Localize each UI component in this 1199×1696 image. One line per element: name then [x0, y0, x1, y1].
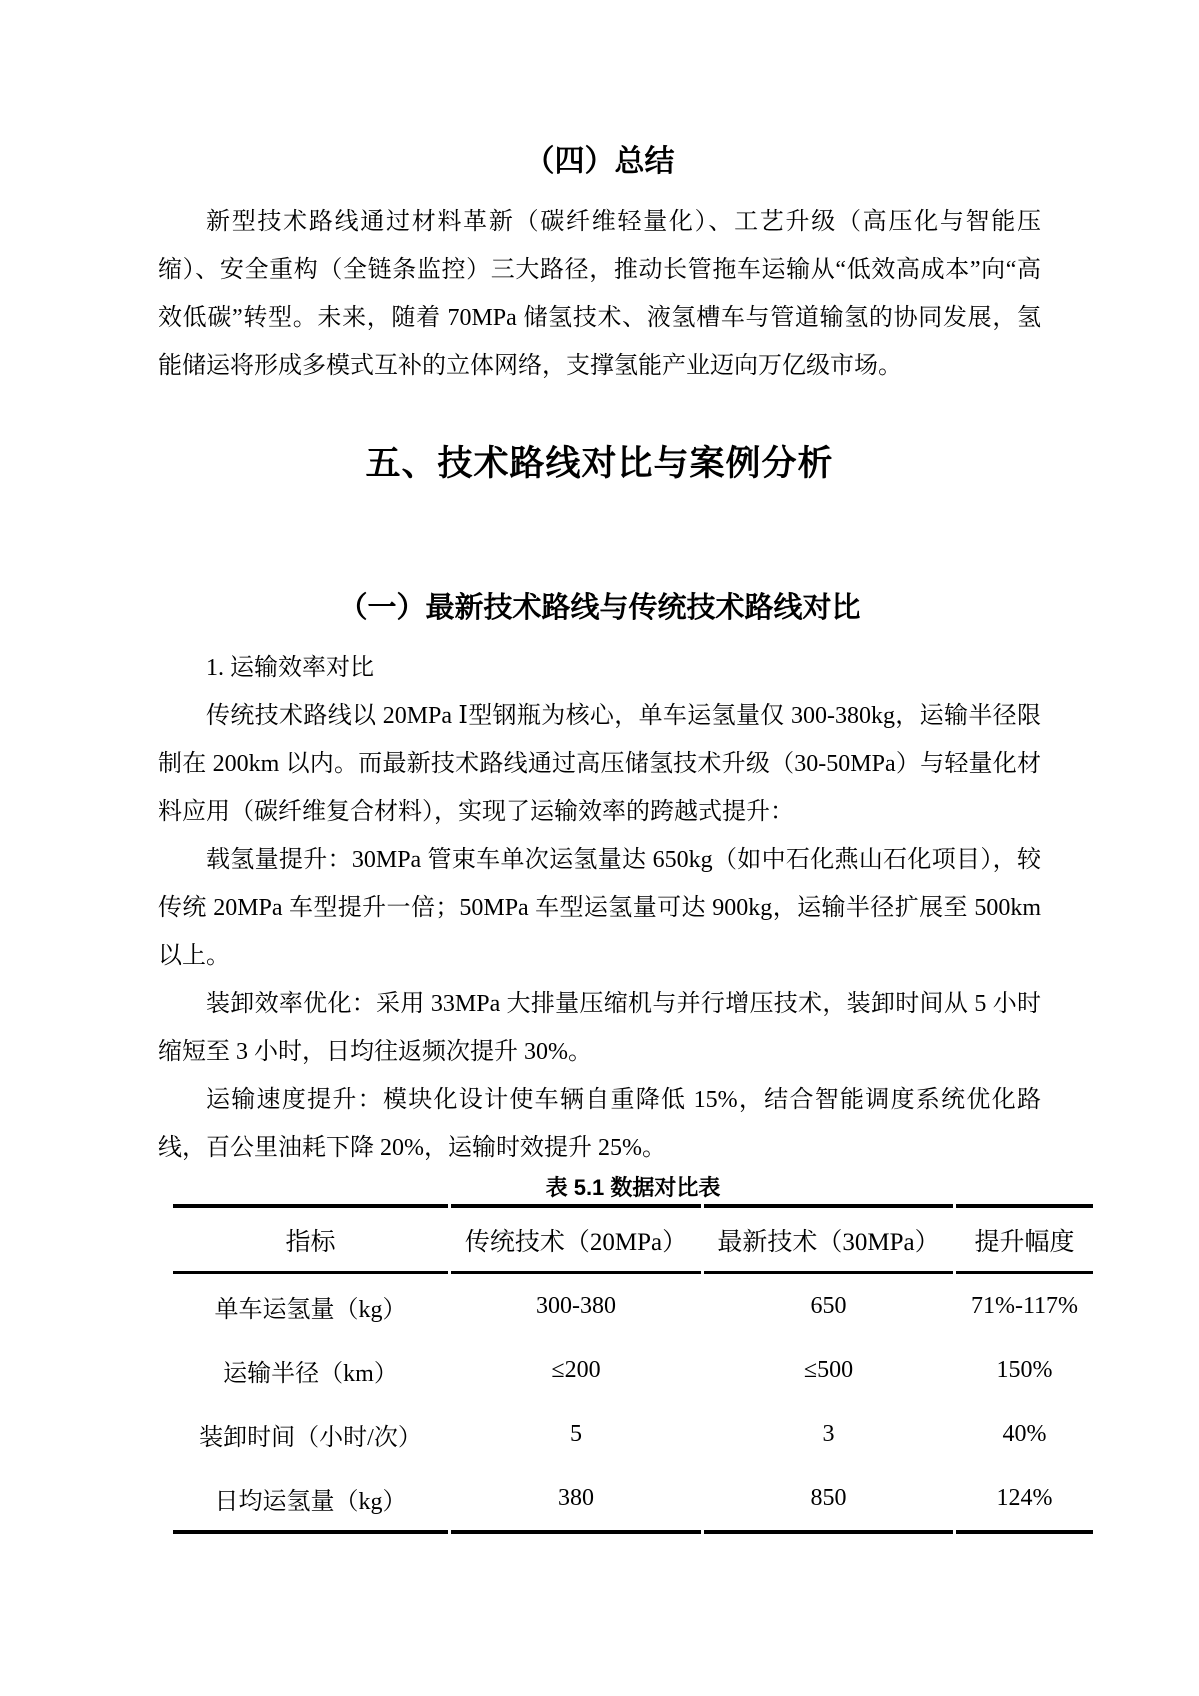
table-cell: ≤200 — [551, 1356, 601, 1383]
table-cell: 650 — [810, 1292, 847, 1319]
section-heading-comparison: （一）最新技术路线与传统技术路线对比 — [338, 592, 861, 624]
table-row — [173, 1402, 1093, 1466]
table-cell: 单车运氢量（kg） — [214, 1296, 407, 1323]
table-cell: ≤500 — [803, 1356, 854, 1383]
table-cell: 850 — [704, 1466, 953, 1534]
table-cell: 124% — [956, 1466, 1093, 1534]
table-cell: 300-380 — [536, 1292, 616, 1319]
paragraph-summary: 新型技术路线通过材料革新（碳纤维轻量化）、工艺升级（高压化与智能压缩）、安全重构（全链条监控）三大路径，推动长管拖车运输从“低效高成本”向“高效低碳”转型。未来，随着 70MPa 储氢技术、液氢槽车与管道输氢的协同发展，氢能储运将形成多模式互补的立体网络，支撑氢能产业迈向万亿级市场。 — [158, 209, 1041, 379]
table-header-row — [173, 1204, 1093, 1274]
table-cell: 40% — [1002, 1420, 1047, 1447]
table-header-cell: 传统技术（20MPa） — [451, 1204, 701, 1274]
paragraph-transport-speed: 运输速度提升：模块化设计使车辆自重降低 15%，结合智能调度系统优化路线，百公里油耗下降 20%，运输时效提升 25%。 — [158, 1087, 1041, 1161]
table-header-cell: 最新技术（30MPa） — [704, 1204, 953, 1274]
table-cell: 运输半径（km） — [223, 1360, 398, 1387]
list-item-transport-efficiency: 1. 运输效率对比 — [206, 655, 374, 681]
table-cell: 150% — [996, 1356, 1053, 1383]
table-header-cell: 指标 — [173, 1204, 448, 1274]
table-row — [173, 1274, 1093, 1338]
paragraph-efficiency-intro: 传统技术路线以 20MPa Ⅰ型钢瓶为核心，单车运氢量仅 300-380kg，运输半径限制在 200km 以内。而最新技术路线通过高压储氢技术升级（30-50MPa）与轻量化材料应用（碳纤维复合材料），实现了运输效率的跨越式提升： — [158, 703, 1041, 825]
table-cell: 3 — [822, 1420, 835, 1447]
paragraph-hydrogen-capacity: 载氢量提升：30MPa 管束车单次运氢量达 650kg（如中石化燕山石化项目），较传统 20MPa 车型提升一倍；50MPa 车型运氢量可达 900kg，运输半径扩展至 500km 以上。 — [158, 847, 1041, 969]
table-cell: 71%-117% — [970, 1292, 1079, 1319]
table-row — [173, 1466, 1093, 1534]
table-cell: 5 — [570, 1420, 582, 1447]
table-caption: 表 5.1 数据对比表 — [545, 1175, 721, 1200]
section-heading-summary: （四）总结 — [524, 145, 675, 178]
table-cell: 日均运氢量（kg） — [173, 1466, 448, 1534]
table-cell: 装卸时间（小时/次） — [199, 1424, 422, 1451]
comparison-table-head — [173, 1204, 1093, 1274]
paragraph-loading-efficiency: 装卸效率优化：采用 33MPa 大排量压缩机与并行增压技术，装卸时间从 5 小时缩短至 3 小时，日均往返频次提升 30%。 — [158, 991, 1041, 1065]
table-header-cell: 提升幅度 — [956, 1204, 1093, 1274]
chapter-heading: 五、技术路线对比与案例分析 — [365, 444, 834, 483]
comparison-table — [170, 1204, 1096, 1534]
table-cell: 380 — [451, 1466, 701, 1534]
table-body — [173, 1274, 1093, 1534]
table-row — [173, 1338, 1093, 1402]
